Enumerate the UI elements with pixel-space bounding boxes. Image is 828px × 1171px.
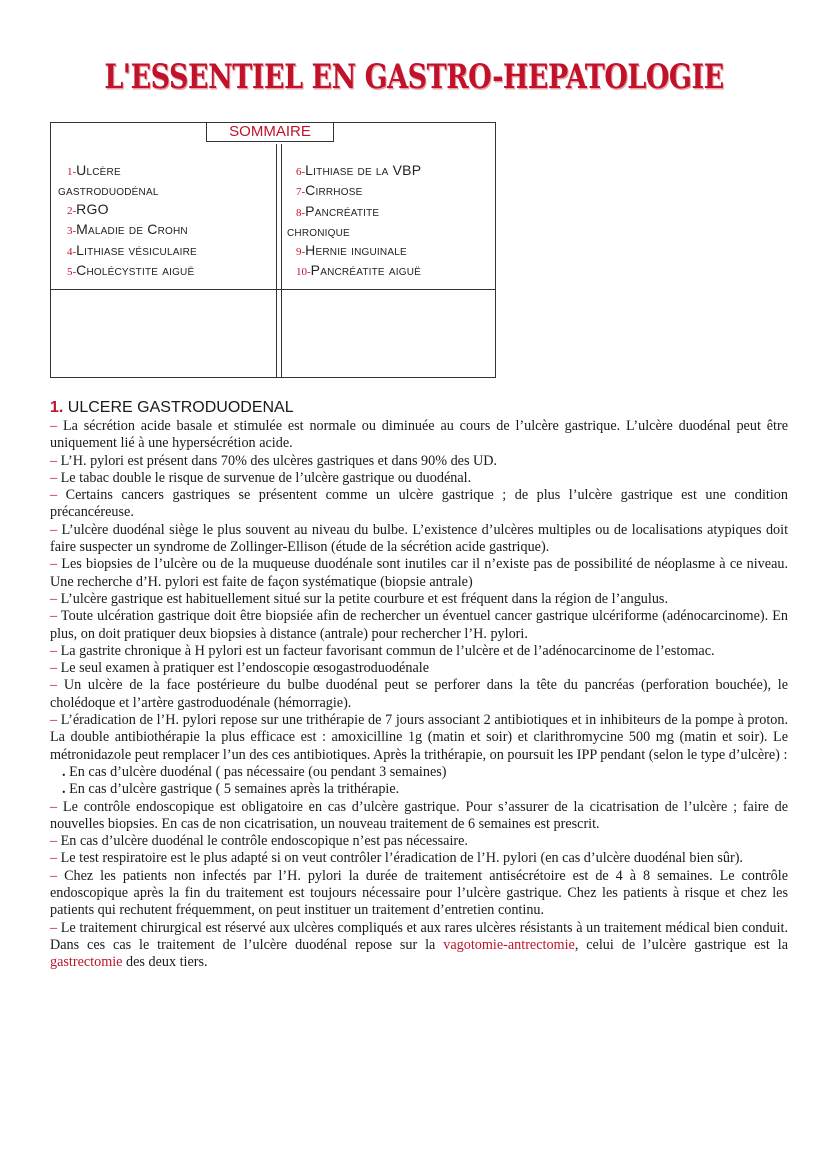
toc-divider-horizontal <box>51 289 495 290</box>
paragraph: – L’éradication de l’H. pylori repose sur une trithérapie de 7 jours associant 2 antibiotiques et in inhibiteurs de la pompe à proton. La double antibiothérapie la plus efficace est : amoxicilline 1g (matin et soir) et clarithromycine 500 mg (matin et soir). Le métronidazole peut remplacer l’un des ces antibiotiques. Après la trithérapie, on poursuit les IPP pendant (selon le type d’ulcère) : <box>50 712 788 763</box>
toc-item-4[interactable]: 4-Lithiase vésiculaire <box>67 241 197 258</box>
toc-header: SOMMAIRE <box>206 122 334 142</box>
paragraph: – Un ulcère de la face postérieure du bulbe duodénal peut se perforer dans la tête du pancréas (perforation bouchée), le cholédoque et l’artère gastroduodénale (hémorragie). <box>50 677 788 711</box>
paragraph: – Le test respiratoire est le plus adapté si on veut contrôler l’éradication de l’H. pylori (en cas d’ulcère duodénal bien sûr). <box>50 850 743 867</box>
paragraph: – Chez les patients non infectés par l’H. pylori la durée de traitement antisécrétoire est de 4 à 8 semaines. Le contrôle endoscopique après la fin du traitement est toujours nécessaire pour l’ulcère gastrique. Chez les patients à risque et chez les patients qui rechutent fréquemment, on peut instituer un traitement d’entretien continu. <box>50 867 788 919</box>
toc-divider-left <box>276 144 277 378</box>
toc-item-8-continued: chronique <box>287 223 350 240</box>
paragraph: – La gastrite chronique à H pylori est un facteur favorisant commun de l’ulcère et de l’adénocarcinome de l’estomac. <box>50 642 715 659</box>
paragraph: – L’ulcère duodénal siège le plus souvent au niveau du bulbe. L’existence d’ulcères multiples ou de localisations atypiques doit faire suspecter un syndrome de Zollinger-Ellison (étude de la sécrétion acide gastrique). <box>50 521 789 556</box>
toc-item-3[interactable]: 3-Maladie de Crohn <box>67 221 188 238</box>
sub-item: . En cas d’ulcère gastrique ( 5 semaines après la trithérapie. <box>62 781 400 798</box>
toc-divider-right <box>281 144 282 378</box>
toc-item-5[interactable]: 5-Cholécystite aiguë <box>67 262 195 279</box>
toc-item-10[interactable]: 10-Pancréatite aiguë <box>296 262 422 279</box>
term-gastrectomie: gastrectomie <box>50 954 123 971</box>
paragraph-surgery: – Le traitement chirurgical est réservé aux ulcères compliqués et aux rares ulcères résistants à un traitement médical bien conduit. Dans ces cas le traitement de l’ulcère duodénal repose sur la vagotomie-antrectomie, celui de l’ulcère gastrique est la gastrectomie des deux tiers. <box>50 919 788 971</box>
toc-column-right <box>287 161 492 281</box>
paragraph: – Le contrôle endoscopique est obligatoire en cas d’ulcère gastrique. Pour s’assurer de la cicatrisation de l’ulcère ; faire de nouvelles biopsies. En cas de non cicatrisation, un nouveau traitement de 6 semaines est prescrit. <box>50 798 789 832</box>
toc-item-6[interactable]: 6-Lithiase de la VBP <box>296 162 422 178</box>
paragraph: – Le tabac double le risque de survenue de l’ulcère gastrique ou duodénal. <box>50 469 472 486</box>
toc-item-8[interactable]: 8-Pancréatite <box>296 202 380 219</box>
paragraph: – La sécrétion acide basale et stimulée est normale ou diminuée au cours de l’ulcère gastrique. L’ulcère duodénal peut être uniquement lié à une hypersécrétion acide. <box>50 418 788 452</box>
toc-item-7[interactable]: 7-Cirrhose <box>296 182 363 199</box>
paragraph: – Le seul examen à pratiquer est l’endoscopie œsogastroduodénale <box>50 660 429 677</box>
page-title: L'ESSENTIEL EN GASTRO-HEPATOLOGIE <box>104 58 724 97</box>
paragraph: – En cas d’ulcère duodénal le contrôle endoscopique n’est pas nécessaire. <box>50 833 468 850</box>
paragraph: – Les biopsies de l’ulcère ou de la muqueuse duodénale sont inutiles car il n’existe pas de possibilité de néoplasme à ce niveau. Une recherche d’H. pylori est faite de façon systématique (biopsie antrale) <box>50 556 789 590</box>
paragraph: – Toute ulcération gastrique doit être biopsiée afin de rechercher un éventuel cancer gastrique ulcériforme (adénocarcinome). En plus, on doit pratiquer deux biopsies à distance (antrale) pour rechercher l’H. pylori. <box>50 608 788 642</box>
section-title: 1. ULCERE GASTRODUODENAL <box>50 399 294 416</box>
term-vagotomie: vagotomie-antrectomie <box>443 936 575 953</box>
paragraph: – Certains cancers gastriques se présentent comme un ulcère gastrique ; de plus l’ulcère gastrique est une condition précancéreuse. <box>50 487 788 521</box>
sub-item: . En cas d’ulcère duodénal ( pas nécessaire (ou pendant 3 semaines) <box>62 763 447 780</box>
paragraph: – L’H. pylori est présent dans 70% des ulcères gastriques et dans 90% des UD. <box>50 452 498 469</box>
toc-item-1-continued: gastroduodénal <box>58 182 159 199</box>
section-ulcere <box>50 398 788 972</box>
paragraph: – L’ulcère gastrique est habituellement situé sur la petite courbure et est fréquent dans la région de l’angulus. <box>50 590 669 607</box>
toc-item-9[interactable]: 9-Hernie inguinale <box>296 241 407 258</box>
toc-column-left <box>58 161 270 281</box>
table-of-contents <box>50 122 496 378</box>
toc-item-1[interactable]: 1-Ulcère <box>67 162 121 178</box>
toc-item-2[interactable]: 2-RGO <box>67 200 109 217</box>
